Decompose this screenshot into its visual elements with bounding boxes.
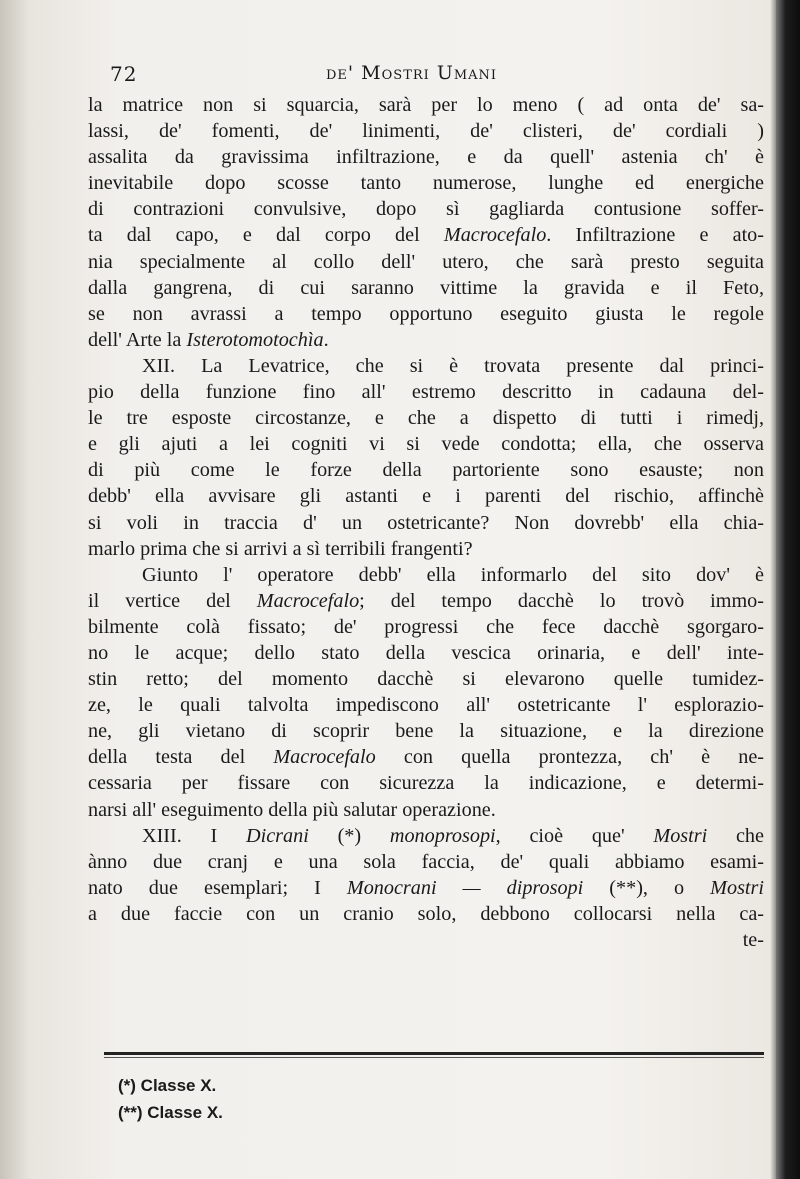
text-line: debb' ella avvisare gli astanti e i parenti del rischio, affinchè [88, 485, 764, 508]
text-line: lassi, de' fomenti, de' linimenti, de' clisteri, de' cordiali ) [88, 120, 764, 143]
footnote-rule [104, 1052, 764, 1055]
text-line: inevitabile dopo scosse tanto numerose, lunghe ed energiche [88, 172, 764, 195]
body-text [88, 92, 764, 953]
text-line: la matrice non si squarcia, sarà per lo meno ( ad onta de' sa- [88, 94, 764, 116]
footnotes [118, 1072, 223, 1126]
text-line: a due faccie con un cranio solo, debbono collocarsi nella ca- [88, 902, 764, 925]
text-line: bilmente colà fissato; de' progressi che fece dacchè sgorgaro- [88, 615, 764, 638]
text-line: ànno due cranj e una sola faccia, de' quali abbiamo esami- [88, 850, 764, 873]
text-line: cessaria per fissare con sicurezza la indicazione, e determi- [88, 772, 764, 795]
text-line: e gli ajuti a lei cogniti vi si vede condotta; ella, che osserva [88, 433, 764, 456]
text-line: pio della funzione fino all' estremo descritto in cadauna del- [88, 381, 764, 404]
page-number: 72 [110, 62, 138, 86]
text-line: ze, le quali talvolta impediscono all' ostetricante l' esplorazio- [88, 694, 764, 717]
text-line: dalla gangrena, di cui saranno vittime la gravida e il Feto, [88, 276, 764, 299]
text-line: stin retto; del momento dacchè si elevarono quelle tumidez- [88, 668, 764, 691]
text-line: di contrazioni convulsive, dopo sì gagliarda contusione soffer- [88, 198, 764, 221]
footnote-rule-thin [104, 1057, 764, 1058]
text-line: assalita da gravissima infiltrazione, e da quell' astenia ch' è [88, 146, 764, 169]
text-line: nato due esemplari; I Monocrani — diprosopi (**), o Mostri [88, 876, 764, 899]
footnote-1: (*) Classe X. [118, 1076, 217, 1095]
text-line: le tre esposte circostanze, e che a dispetto di tutti i rimedj, [88, 407, 764, 430]
book-spine [776, 0, 800, 1179]
text-line: narsi all' eseguimento della più salutar operazione. [88, 798, 496, 821]
text-line: il vertice del Macrocefalo; del tempo dacchè lo trovò immo- [88, 589, 765, 612]
text-line: XIII. I Dicrani (*) monoprosopi, cioè que' Mostri che [142, 824, 764, 847]
text-line: XII. La Levatrice, che si è trovata presente dal princi- [142, 354, 764, 377]
text-line: marlo prima che si arrivi a sì terribili frangenti? [88, 537, 473, 560]
text-line: di più come le forze della partoriente sono esauste; non [88, 459, 764, 482]
page-header [110, 62, 770, 92]
text-line: si voli in traccia d' un ostetricante? Non dovrebb' ella chia- [88, 511, 764, 534]
text-line: no le acque; dello stato della vescica orinaria, e dell' inte- [88, 641, 764, 664]
text-line: ta dal capo, e dal corpo del Macrocefalo. Infiltrazione e ato- [88, 224, 764, 247]
text-line: della testa del Macrocefalo con quella prontezza, ch' è ne- [88, 746, 765, 769]
text-line: Giunto l' operatore debb' ella informarlo del sito dov' è [142, 563, 764, 586]
text-line: te- [742, 929, 764, 951]
text-line: se non avrassi a tempo opportuno eseguito giusta le regole [88, 302, 764, 325]
text-line: ne, gli vietano di scoprir bene la situazione, e la direzione [88, 720, 764, 743]
text-line: nia specialmente al collo dell' utero, che sarà presto seguita [88, 250, 764, 273]
running-head: de' Mostri Umani [326, 62, 498, 84]
text-line: dell' Arte la Isterotomotochìa. [88, 328, 329, 351]
footnote-2: (**) Classe X. [118, 1103, 223, 1122]
